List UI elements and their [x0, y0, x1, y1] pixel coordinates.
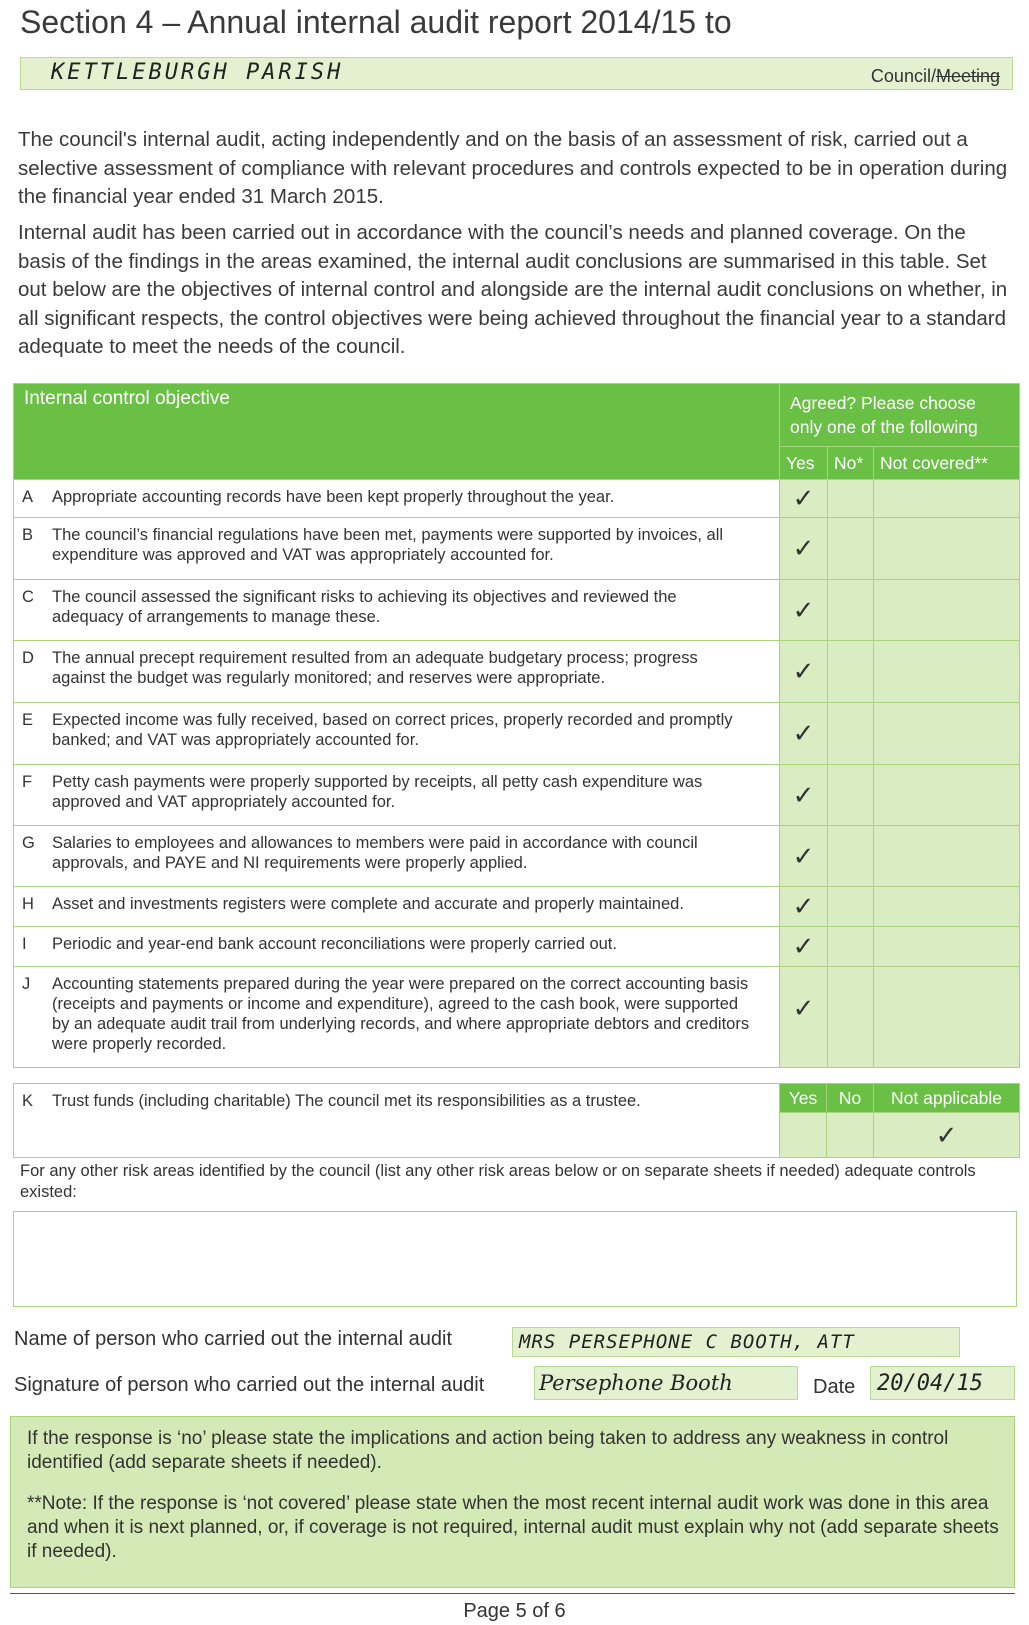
table-row [14, 703, 1020, 765]
row-text: Expected income was fully received, based on correct prices, properly recorded and promptly banked; and VAT was appropriately accounted for. [52, 711, 733, 749]
signature-field[interactable] [534, 1366, 798, 1400]
not-covered-cell[interactable] [874, 826, 1020, 887]
trust-na-cell[interactable]: ✓ [874, 1113, 1020, 1158]
not-covered-cell[interactable] [874, 518, 1020, 580]
row-text: The council’s financial regulations have been met, payments were supported by invoices, all expenditure was approved and VAT was appropriately accounted for. [52, 526, 724, 564]
objective-header: Internal control objective [14, 384, 780, 480]
table-row [14, 826, 1020, 887]
trust-no-cell[interactable] [827, 1113, 874, 1158]
no-cell[interactable] [828, 887, 874, 927]
row-letter: B [22, 526, 34, 544]
other-risks-field[interactable] [13, 1211, 1017, 1307]
intro-paragraph-1: The council's internal audit, acting independently and on the basis of an assessment of risk, carried out a selective assessment of compliance with relevant procedures and controls expected to be in operation during the financial year ended 31 March 2015. [18, 128, 1008, 208]
internal-control-table [13, 383, 1020, 1068]
not-covered-cell[interactable] [874, 887, 1020, 927]
yes-cell[interactable]: ✓ [780, 887, 828, 927]
row-letter: F [22, 773, 33, 791]
row-text: The annual precept requirement resulted from an adequate budgetary process; progress against the budget was regularly monitored; and reserves were appropriate. [52, 649, 698, 687]
council-name-value: KETTLEBURGH PARISH [51, 60, 344, 85]
yes-cell[interactable]: ✓ [780, 826, 828, 887]
trust-col-yes-header: Yes [780, 1084, 827, 1113]
name-label: Name of person who carried out the internal audit [14, 1328, 453, 1350]
yes-cell[interactable]: ✓ [780, 927, 828, 967]
row-text: Appropriate accounting records have been kept properly throughout the year. [52, 488, 615, 506]
trust-yes-cell[interactable] [780, 1113, 827, 1158]
yes-cell[interactable]: ✓ [780, 480, 828, 518]
council-name-field[interactable] [20, 57, 1013, 90]
row-text: Salaries to employees and allowances to members were paid in accordance with council approvals, and PAYE and NI requirements were properly applied. [52, 834, 698, 872]
date-field[interactable] [870, 1366, 1015, 1400]
yes-cell[interactable]: ✓ [780, 765, 828, 826]
notes-box [10, 1416, 1015, 1588]
yes-cell[interactable]: ✓ [780, 518, 828, 580]
row-letter: J [22, 975, 31, 993]
auditor-name-field[interactable] [512, 1327, 960, 1357]
row-text: Accounting statements prepared during the year were prepared on the correct accounting basis (receipts and payments or income and expenditure), agreed to the cash book, were supported by an adequate audit trail from underlying records, and where appropriate debtors and creditors were properly recorded. [52, 975, 750, 1053]
no-cell[interactable] [828, 580, 874, 641]
row-text: Petty cash payments were properly supported by receipts, all petty cash expenditure was approved and VAT appropriately accounted for. [52, 773, 703, 811]
not-covered-cell[interactable] [874, 580, 1020, 641]
no-cell[interactable] [828, 641, 874, 703]
date-value: 20/04/15 [877, 1371, 983, 1396]
not-covered-cell[interactable] [874, 703, 1020, 765]
table-row [14, 480, 1020, 518]
trust-col-no-header: No [827, 1084, 874, 1113]
note-no-response: If the response is ‘no’ please state the implications and action being taken to address any weakness in control identified (add separate sheets if needed). [27, 1428, 949, 1473]
yes-cell[interactable]: ✓ [780, 641, 828, 703]
row-letter: C [22, 588, 34, 606]
council-label-text: Council/ [870, 66, 936, 86]
row-letter: I [22, 935, 27, 953]
no-cell[interactable] [828, 765, 874, 826]
not-covered-cell[interactable] [874, 480, 1020, 518]
trust-col-na-header: Not applicable [874, 1084, 1020, 1113]
yes-cell[interactable]: ✓ [780, 580, 828, 641]
table-row [14, 765, 1020, 826]
row-letter: D [22, 649, 34, 667]
table-row [14, 580, 1020, 641]
page-title: Section 4 – Annual internal audit report 2014/15 to [20, 4, 732, 40]
no-cell[interactable] [828, 826, 874, 887]
meeting-struck-text: Meeting [935, 66, 1000, 86]
row-text: Periodic and year-end bank account reconciliations were properly carried out. [52, 935, 617, 953]
no-cell[interactable] [828, 480, 874, 518]
not-covered-cell[interactable] [874, 927, 1020, 967]
not-covered-cell[interactable] [874, 641, 1020, 703]
trust-funds-text: Trust funds (including charitable) The council met its responsibilities as a trustee. [52, 1092, 641, 1110]
council-meeting-label [871, 66, 1000, 87]
no-cell[interactable] [828, 967, 874, 1068]
signature-value: Persephone Booth [539, 1371, 733, 1395]
other-risks-text: For any other risk areas identified by the council (list any other risk areas below or on separate sheets if needed) adequate controls existed: [20, 1162, 976, 1201]
not-covered-cell[interactable] [874, 967, 1020, 1068]
table-row [14, 887, 1020, 927]
row-text: The council assessed the significant risks to achieving its objectives and reviewed the adequacy of arrangements to manage these. [52, 588, 677, 626]
table-row [14, 927, 1020, 967]
not-covered-cell[interactable] [874, 765, 1020, 826]
row-letter: G [22, 834, 35, 852]
table-row [14, 518, 1020, 580]
row-letter: E [22, 711, 34, 729]
note-not-covered: **Note: If the response is ‘not covered’ please state when the most recent internal audit work was done in this area and when it is next planned, or, if coverage is not required, internal audit must explain why not (add separate sheets if needed). [27, 1493, 999, 1562]
row-letter: H [22, 895, 34, 913]
trust-funds-table [13, 1083, 1020, 1158]
row-text: Asset and investments registers were complete and accurate and properly maintained. [52, 895, 684, 913]
no-cell[interactable] [828, 518, 874, 580]
row-letter: A [22, 488, 34, 506]
page-number: Page 5 of 6 [463, 1600, 566, 1622]
row-letter: K [22, 1092, 34, 1110]
yes-cell[interactable]: ✓ [780, 967, 828, 1068]
no-cell[interactable] [828, 927, 874, 967]
signature-label: Signature of person who carried out the internal audit [14, 1374, 485, 1396]
table-row [14, 967, 1020, 1068]
yes-cell[interactable]: ✓ [780, 703, 828, 765]
table-row [14, 641, 1020, 703]
intro-paragraph-2: Internal audit has been carried out in accordance with the council’s needs and planned coverage. On the basis of the findings in the areas examined, the internal audit conclusions are summarised in this table. Set out below are the objectives of internal control and alongside are the internal audit conclusions on whether, in all significant respects, the control objectives were being achieved throughout the financial year to a standard adequate to meet the needs of the council. [18, 221, 1008, 358]
agreed-header: Agreed? Please choose only one of the following [780, 384, 1020, 447]
col-yes-header: Yes [780, 447, 828, 480]
auditor-name-value: MRS PERSEPHONE C BOOTH, ATT [519, 1331, 855, 1353]
footer-divider [10, 1593, 1015, 1594]
col-no-header: No* [828, 447, 874, 480]
date-label: Date [813, 1376, 856, 1398]
col-not-covered-header: Not covered** [874, 447, 1020, 480]
no-cell[interactable] [828, 703, 874, 765]
